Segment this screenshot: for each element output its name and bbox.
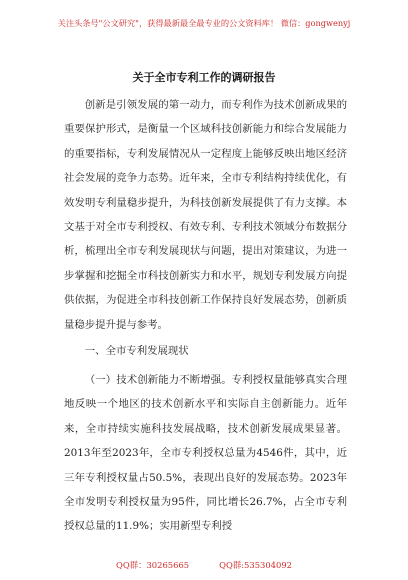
document-title: 关于全市专利工作的调研报告 bbox=[132, 71, 276, 84]
header-banner: 关注头条号"公文研究"，获得最新最全最专业的公文资料库！ 微信：gongwenyj bbox=[57, 18, 351, 28]
intro-paragraph: 创新是引领发展的第一动力，而专利作为技术创新成果的重要保护形式，是衡量一个区域科技创新能力和综合发展能力的重要指标，专利发展情况从一定程度上能够反映出地区经济社会发展的竞争力态势。近年来，全市专利结构持续优化，有效发明专利量稳步提升，为科技创新发展提供了有力支撑。本文基于对全市专利授权、有效专利、专利技术领域分布数据分析，梳理出全市专利发展现状与问题，提出对策建议，为进一步掌握和挖掘全市科技创新实力和水平，规划专利发展方向提供依据，为促进全市科技创新工作保持良好发展态势，创新质量稳步提升提与参考。 bbox=[64, 99, 347, 331]
footer-bar bbox=[0, 559, 408, 571]
section-heading: 一、全市专利发展现状 bbox=[84, 345, 189, 357]
footer-qq-group-1: QQ群：30265665 bbox=[116, 560, 190, 570]
footer-qq-group-2: QQ群:535304092 bbox=[219, 560, 292, 570]
section-paragraph: （一）技术创新能力不断增强。专利授权量能够真实合理地反映一个地区的技术创新水平和实际自主创新能力。近年来，全市持续实施科技发展战略，技术创新发展成果显著。2013年至2023年，全市专利授权总量为4546件，其中，近三年专利授权量占50.5%，表现出良好的发展态势。2023年全市发明专利授权量为95件，同比增长26.7%，占全市专利授权总量的11.9%；实用新型专利授 bbox=[64, 374, 347, 533]
